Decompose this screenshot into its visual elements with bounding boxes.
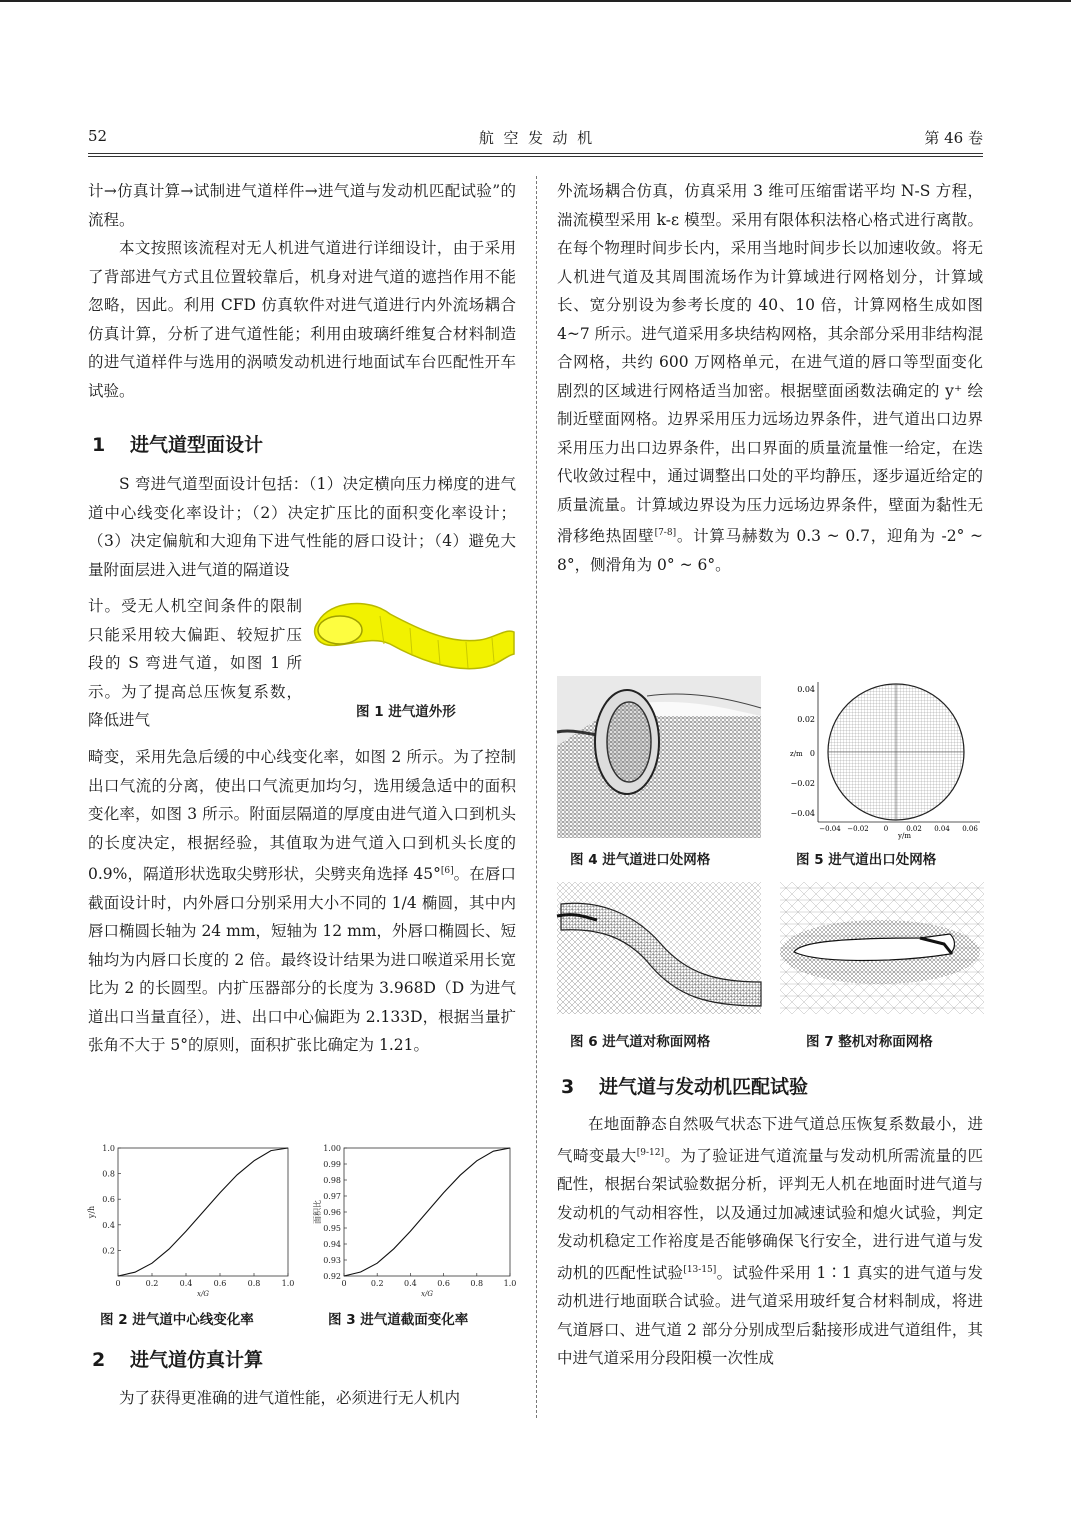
svg-text:0.04: 0.04 bbox=[934, 825, 950, 833]
x-tick-label: 0.2 bbox=[370, 1279, 384, 1288]
header-rule bbox=[88, 156, 983, 157]
x-axis-label: x/G bbox=[421, 1290, 433, 1298]
svg-text:−0.04: −0.04 bbox=[790, 809, 815, 818]
svg-text:−0.02: −0.02 bbox=[847, 825, 869, 833]
section-title: 进气道型面设计 bbox=[130, 434, 264, 456]
figure-caption: 图 3 进气道截面变化率 bbox=[328, 1312, 469, 1328]
figure-1-inlet-shape bbox=[310, 592, 516, 684]
figure-caption: 图 4 进气道进口处网格 bbox=[570, 852, 711, 868]
figure-caption: 图 5 进气道出口处网格 bbox=[796, 852, 937, 868]
figure-3-chart bbox=[300, 1140, 522, 1300]
figure-7-aircraft-mesh bbox=[780, 882, 984, 1014]
section-heading bbox=[561, 1072, 808, 1099]
svg-text:0.04: 0.04 bbox=[797, 685, 815, 694]
paragraph: 畸变，采用先急后缓的中心线变化率，如图 2 所示。为了控制出口气流的分离，使出口气流更加均匀，选用缓急适中的面积变化率，如图 3 所示。附面层隔道的厚度由进气道入口到机头的长度决定，根据经验，其值取为进气道入口到机头长度的 0.9%，隔道形状选取尖劈形状，尖劈夹角选择 45°[6]。在唇口截面设计时，内外唇口分别采用大小不同的 1/4 椭圆，其中内唇口椭圆长轴为 24 mm，短轴为 12 mm，外唇口椭圆长、短轴均为内唇口长度的 2 倍。最终设计结果为进口喉道采用长宽比为 2 的长圆型。内扩压器部分的长度为 3.968D（D 为进气道出口当量直径），进、出口中心偏距为 2.133D，根据当量扩张角不大于 5°的原则，面积扩张比确定为 1.21。 bbox=[88, 748, 516, 1055]
x-tick-label: 0.6 bbox=[437, 1279, 450, 1288]
x-tick-label: 0 bbox=[115, 1279, 121, 1288]
y-tick-label: 0.6 bbox=[102, 1195, 115, 1205]
paragraph: S 弯进气道型面设计包括：（1）决定横向压力梯度的进气道中心线变化率设计；（2）决定扩压比的面积变化率设计；（3）决定偏航和大迎角下进气性能的唇口设计；（4）避免大量附面层进入进气道的隔道设 bbox=[88, 475, 516, 579]
y-tick-label: 0.2 bbox=[102, 1246, 115, 1256]
section-title: 进气道仿真计算 bbox=[130, 1349, 264, 1371]
svg-text:0.02: 0.02 bbox=[797, 715, 815, 724]
section-number: 1 bbox=[92, 434, 106, 456]
paragraph: 计→仿真计算→试制进气道样件→进气道与发动机匹配试验”的流程。 bbox=[88, 182, 516, 229]
y-tick-label: 0.8 bbox=[102, 1169, 115, 1179]
section-heading bbox=[92, 1345, 263, 1372]
y-tick-label: 1.00 bbox=[323, 1144, 341, 1153]
y-axis-label: y/h bbox=[87, 1205, 96, 1219]
x-tick-label: 1.0 bbox=[503, 1279, 517, 1288]
paragraph: 本文按照该流程对无人机进气道进行详细设计，由于采用了背部进气方式且位置较靠后，机身对进气道的遮挡作用不能忽略，因此。利用 CFD 仿真软件对进气道进行内外流场耦合仿真计算，分析了进气道性能；利用由玻璃纤维复合材料制造的进气道样件与选用的涡喷发动机进行地面试车台匹配性开车试验。 bbox=[88, 239, 516, 400]
section-heading bbox=[92, 430, 263, 457]
x-tick-label: 0.4 bbox=[404, 1279, 417, 1288]
series-line bbox=[344, 1148, 510, 1276]
x-axis-label: x/G bbox=[197, 1290, 209, 1298]
section-number: 3 bbox=[561, 1076, 575, 1098]
y-tick-label: 0.95 bbox=[323, 1224, 341, 1233]
figure-4-inlet-mesh bbox=[557, 676, 761, 838]
figure-2-chart bbox=[88, 1140, 298, 1300]
paragraph: 在地面静态自然吸气状态下进气道总压恢复系数最小，进气畸变最大[9-12]。为了验证进气道流量与发动机所需流量的匹配性，根据台架试验数据分析，评判无人机在地面时进气道与发动机的气动相容性，以及通过加减速试验和熄火试验，判定发动机稳定工作裕度是否能够确保飞行安全，进行进气道与发动机的匹配性试验[13-15]。试验件采用 1∶1 真实的进气道与发动机进行地面联合试验。进气道采用玻纤复合材料制成，将进气道唇口、进气道 2 部分分别成型后黏接形成进气道组件，其中进气道采用分段阳模一次性成 bbox=[557, 1115, 983, 1368]
series-line bbox=[118, 1148, 288, 1276]
page-number: 52 bbox=[88, 127, 108, 145]
paragraph: 外流场耦合仿真，仿真采用 3 维可压缩雷诺平均 N-S 方程，湍流模型采用 k-ε 模型。采用有限体积法格心格式进行离散。在每个物理时间步长内，采用当地时间步长以加速收敛。将无人机进气道及其周围流场作为计算域进行网格划分，计算域长、宽分别设为参考长度的 40、10 倍，计算网格生成如图 4~7 所示。进气道采用多块结构网格，其余部分采用非结构混合网格，共约 600 万网格单元，在进气道的唇口等型面变化剧烈的区域进行网格适当加密。根据壁面函数法确定的 y⁺ 绘制近壁面网格。边界采用压力远场边界条件，进气道出口边界采用压力出口边界条件，出口界面的质量流量惟一给定，在迭代收敛过程中，通过调整出口处的平均静压，逐步逼近给定的质量流量。计算域边界设为压力远场边界条件，壁面为黏性无滑移绝热固壁[7-8]。计算马赫数为 0.3 ~ 0.7，迎角为 -2° ~ 8°，侧滑角为 0° ~ 6°。 bbox=[557, 182, 983, 574]
svg-text:−0.02: −0.02 bbox=[790, 779, 815, 788]
volume-label: 第 46 卷 bbox=[924, 129, 983, 147]
x-tick-label: 0.4 bbox=[179, 1279, 193, 1288]
svg-text:0.02: 0.02 bbox=[906, 825, 922, 833]
y-tick-label: 0.97 bbox=[323, 1192, 341, 1201]
svg-text:0: 0 bbox=[809, 749, 815, 758]
x-tick-label: 0.6 bbox=[213, 1279, 227, 1288]
header-rule bbox=[88, 153, 983, 154]
svg-text:z/m: z/m bbox=[790, 750, 803, 758]
x-tick-label: 0.8 bbox=[470, 1279, 484, 1288]
y-tick-label: 0.96 bbox=[323, 1208, 341, 1217]
column-separator bbox=[536, 176, 537, 1418]
y-tick-label: 1.0 bbox=[102, 1144, 115, 1153]
svg-text:0.06: 0.06 bbox=[962, 825, 978, 833]
section-title: 进气道与发动机匹配试验 bbox=[599, 1076, 809, 1098]
figure-caption: 图 6 进气道对称面网格 bbox=[570, 1034, 711, 1050]
figure-5-outlet-mesh bbox=[780, 676, 984, 838]
x-tick-label: 0.8 bbox=[247, 1279, 261, 1288]
figure-6-symmetry-mesh bbox=[557, 882, 761, 1014]
x-tick-label: 1.0 bbox=[281, 1279, 295, 1288]
y-tick-label: 0.98 bbox=[323, 1176, 341, 1185]
journal-title: 航 空 发 动 机 bbox=[478, 129, 593, 147]
figure-caption: 图 1 进气道外形 bbox=[356, 704, 456, 720]
svg-text:−0.04: −0.04 bbox=[819, 825, 841, 833]
svg-text:0: 0 bbox=[883, 825, 889, 833]
section-number: 2 bbox=[92, 1349, 106, 1371]
x-tick-label: 0 bbox=[341, 1279, 347, 1288]
y-axis-label: 面积比 bbox=[313, 1200, 322, 1224]
y-tick-label: 0.99 bbox=[323, 1160, 341, 1169]
figure-caption: 图 7 整机对称面网格 bbox=[806, 1034, 933, 1050]
paragraph: 为了获得更准确的进气道性能，必须进行无人机内 bbox=[119, 1389, 461, 1407]
y-tick-label: 0.4 bbox=[102, 1220, 115, 1230]
y-tick-label: 0.93 bbox=[323, 1256, 341, 1265]
x-tick-label: 0.2 bbox=[145, 1279, 159, 1288]
top-border bbox=[0, 0, 1071, 2]
y-tick-label: 0.94 bbox=[323, 1240, 341, 1249]
y-tick-label: 0.92 bbox=[323, 1272, 341, 1281]
paragraph: 计。受无人机空间条件的限制只能采用较大偏距、较短扩压段的 S 弯进气道，如图 1 所示。为了提高总压恢复系数，降低进气 bbox=[88, 597, 302, 729]
svg-text:y/m: y/m bbox=[898, 832, 911, 840]
figure-caption: 图 2 进气道中心线变化率 bbox=[100, 1312, 254, 1328]
